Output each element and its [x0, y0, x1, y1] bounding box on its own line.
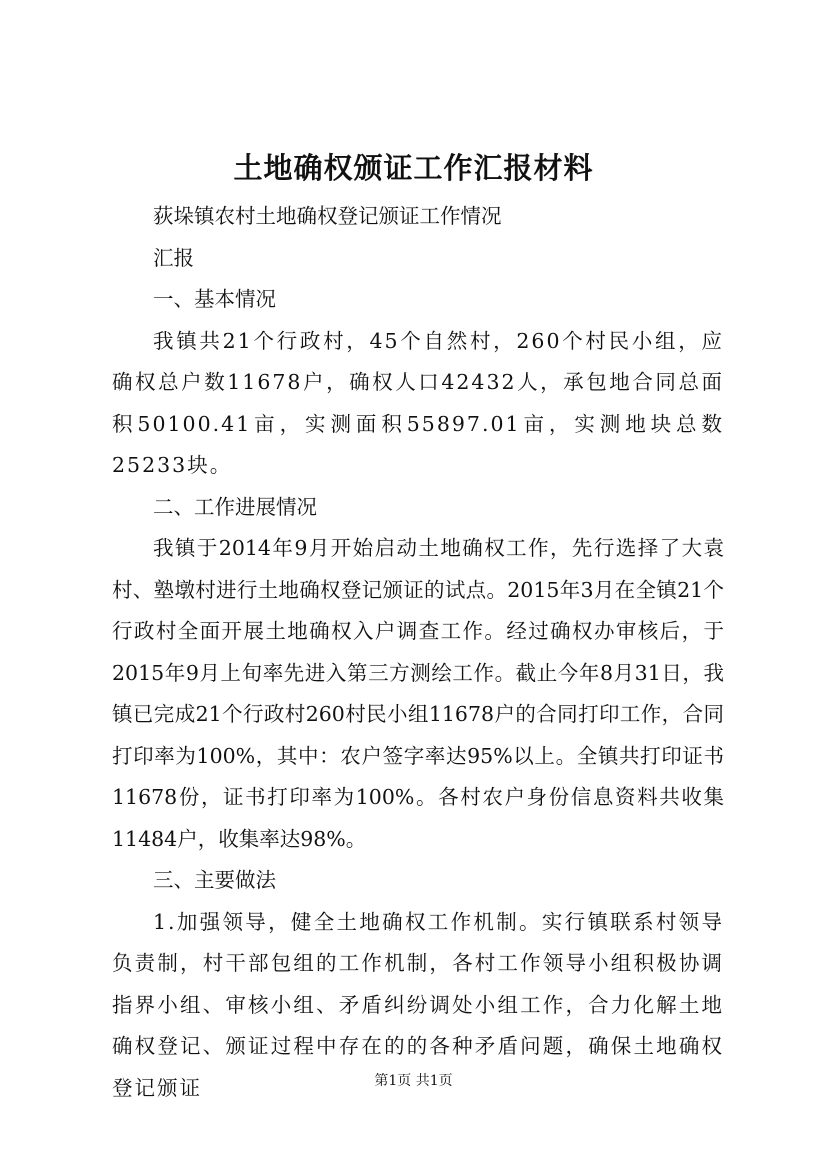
paragraph-methods-1: 1.加强领导，健全土地确权工作机制。实行镇联系村领导负责制，村干部包组的工作机制，各村工作领导小组积极协调指界小组、审核小组、矛盾纠纷调处小组工作，合力化解土地确权登记、颁证过程中存在的的各种矛盾问题，确保土地确权登记颁证	[112, 909, 724, 1100]
paragraph-progress: 我镇于2014年9月开始启动土地确权工作，先行选择了大袁村、塾墩村进行土地确权登记颁证的试点。2015年3月在全镇21个行政村全面开展土地确权入户调查工作。经过确权办审核后，于2015年9月上旬率先进入第三方测绘工作。截止今年8月31日，我镇已完成21个行政村260村民小组11678户的合同打印工作，合同打印率为100%，其中：农户签字率达95%以上。全镇共打印证书11678份，证书打印率为100%。各村农户身份信息资料共收集11484户，收集率达98%。	[112, 536, 724, 851]
subtitle-line: 荻垛镇农村土地确权登记颁证工作情况	[153, 204, 502, 228]
subtitle-line-continued: 汇报	[153, 245, 194, 270]
document-title: 土地确权颁证工作汇报材料	[233, 151, 594, 185]
section-heading-progress: 二、工作进展情况	[153, 494, 317, 519]
section-heading-methods: 三、主要做法	[153, 868, 276, 892]
document-body	[112, 196, 724, 1109]
page-footer: 第1页 共1页	[374, 1073, 453, 1089]
section-heading-basic: 一、基本情况	[153, 287, 276, 311]
paragraph-basic-situation: 我镇共21个行政村，45个自然村，260个村民小组，应确权总户数11678户，确权人口42432人，承包地合同总面积50100.41亩，实测面积55897.01亩，实测地块总数25233块。	[112, 328, 724, 477]
